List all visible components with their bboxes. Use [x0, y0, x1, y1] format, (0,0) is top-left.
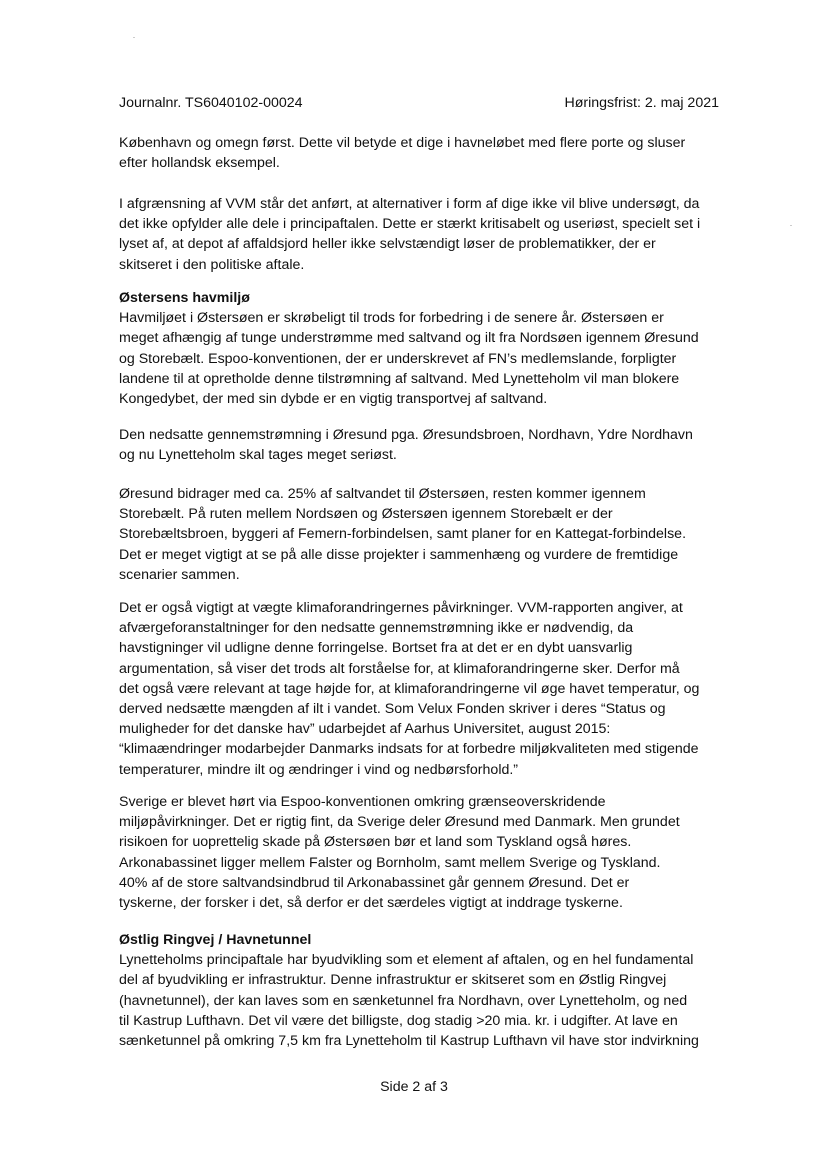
journal-number: Journalnr. TS6040102-00024	[119, 95, 303, 111]
text-line: Storebælt. På ruten mellem Nordsøen og Østersøen igennem Storebælt er der	[119, 506, 613, 523]
text-line: I afgrænsning af VVM står det anført, at alternativer i form af dige ikke vil blive undersøgt, da	[119, 196, 700, 212]
text-line: København og omegn først. Dette vil betyde et dige i havneløbet med flere porte og sluser	[119, 135, 686, 151]
text-line: risikoen for uoprettelig skade på Østersøen bør et land som Tyskland også høres.	[119, 834, 632, 851]
text-line: skitseret i den politiske aftale.	[119, 256, 305, 273]
text-line: 40% af de store saltvandsindbrud til Arkonabassinet går gennem Øresund. Det er	[119, 874, 630, 891]
text-line: derved nedsætte mængden af ilt i vandet. Som Velux Fonden skriver i deres “Status og	[119, 701, 666, 718]
text-line: og Storebælt. Espoo-konventionen, der er underskrevet af FN’s medlemslande, forpligter	[119, 350, 677, 367]
text-line: Det er meget vigtigt at se på alle disse projekter i sammenhæng og vurdere de fremtidige	[119, 546, 679, 563]
page-number: Side 2 af 3	[380, 1079, 448, 1095]
paragraph-5	[119, 484, 719, 585]
text-line: (havnetunnel), der kan laves som en sænketunnel fra Nordhavn, over Lynetteholm, og ned	[119, 992, 688, 1009]
text-line: tyskerne, der forsker i det, så derfor er det særdeles vigtigt at inddrage tyskerne.	[119, 895, 623, 912]
text-line: Den nedsatte gennemstrømning i Øresund pga. Øresundsbroen, Nordhavn, Ydre Nordhavn	[119, 427, 693, 443]
text-line: sænketunnel på omkring 7,5 km fra Lynetteholm til Kastrup Lufthavn vil have stor indvirkning	[119, 1033, 699, 1050]
text-line: miljøpåvirkninger. Det er rigtig fint, da Sverige deler Øresund med Danmark. Men grundet	[119, 814, 680, 831]
text-line: landene til at opretholde denne tilstrømning af saltvand. Med Lynetteholm vil man blokere	[119, 370, 680, 387]
text-line: temperaturer, mindre ilt og ændringer i vind og nedbørsforhold.”	[119, 761, 519, 778]
text-line: argumentation, så viser det trods alt forståelse for, at klimaforandringerne sker. Derfor må	[119, 660, 680, 677]
page-header	[119, 93, 719, 113]
text-line: muligheder for det danske hav” udarbejdet af Aarhus Universitet, august 2015:	[119, 721, 611, 738]
paragraph-2	[119, 194, 719, 275]
section-heading: Østersens havmiljø	[119, 290, 250, 306]
text-line: lyset af, at depot af affaldsjord heller ikke selvstændigt løser de problematikker, der er	[119, 236, 656, 253]
text-line: afværgeforanstaltninger for den nedsatte gennemstrømning ikke er nødvendig, da	[119, 620, 634, 637]
text-line: Øresund bidrager med ca. 25% af saltvandet til Østersøen, resten kommer igennem	[119, 486, 646, 502]
text-line: Lynetteholms principaftale har byudvikling som et element af aftalen, og en hel fundamental	[119, 952, 694, 969]
paragraph-7	[119, 792, 719, 913]
text-line: og nu Lynetteholm skal tages meget seriøst.	[119, 447, 397, 464]
section-heading: Østlig Ringvej / Havnetunnel	[119, 932, 312, 948]
section-ostersoen-havmiljo	[119, 288, 719, 409]
paragraph-6	[119, 598, 719, 780]
text-line: meget afhængig af tunge understrømme med saltvand og ilt fra Nordsøen igennem Øresund	[119, 330, 699, 347]
section-ostlig-ringvej	[119, 930, 719, 1051]
text-line: det også være relevant at tage højde for, at klimaforandringerne vil øge havet temperatur, og	[119, 680, 700, 697]
text-line: Havmiljøet i Østersøen er skrøbeligt til trods for forbedring i de senere år. Østersøen er	[119, 310, 664, 327]
text-line: til Kastrup Lufthavn. Det vil være det billigste, dog stadig >20 mia. kr. i udgifter. At lave en	[119, 1012, 678, 1029]
text-line: Storebæltsbroen, byggeri af Femern-forbindelsen, samt planer for en Kattegat-forbindelse.	[119, 526, 687, 543]
hearing-deadline: Høringsfrist: 2. maj 2021	[564, 95, 719, 111]
text-line: efter hollandsk eksempel.	[119, 155, 280, 172]
paragraph-4	[119, 425, 719, 465]
text-line: Arkonabassinet ligger mellem Falster og Bornholm, samt mellem Sverige og Tyskland.	[119, 854, 661, 871]
text-line: scenarier sammen.	[119, 566, 240, 583]
text-line: det ikke opfylder alle dele i principaftalen. Dette er stærkt kritisabelt og useriøst, specielt set i	[119, 216, 701, 233]
scan-speck	[790, 225, 792, 226]
text-line: Sverige er blevet hørt via Espoo-konventionen omkring grænseoverskridende	[119, 794, 606, 810]
text-line: Kongedybet, der med sin dybde er en vigtig transportvej af saltvand.	[119, 391, 548, 408]
text-line: Det er også vigtigt at vægte klimaforandringernes påvirkninger. VVM-rapporten angiver, at	[119, 600, 683, 616]
scan-speck	[133, 37, 135, 38]
text-line: havstigninger vil udligne denne forringelse. Bortset fra at det er en dybt uansvarlig	[119, 640, 633, 657]
paragraph-1	[119, 133, 719, 173]
text-line: del af byudvikling er infrastruktur. Denne infrastruktur er skitseret som en Østlig Ringvej	[119, 972, 667, 989]
text-line: “klimaændringer modarbejder Danmarks indsats for at forbedre miljøkvaliteten med stigende	[119, 741, 699, 758]
